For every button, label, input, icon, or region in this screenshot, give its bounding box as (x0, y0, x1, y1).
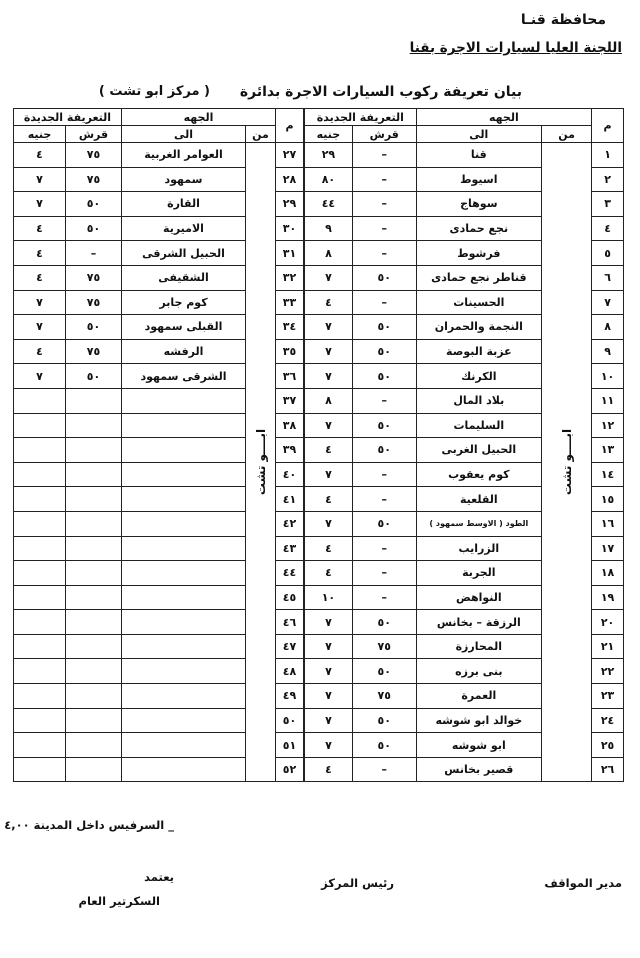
fare-pound: ٧ (305, 634, 353, 659)
document-title: بيان تعريفة ركوب السيارات الاجرة بدائرة (239, 84, 522, 100)
fare-pound (13, 733, 65, 758)
row-number: ١٤ (592, 462, 624, 487)
destination (121, 413, 245, 438)
fare-piaster (65, 684, 121, 709)
row-number: ٥٠ (276, 708, 304, 733)
fare-piaster (65, 388, 121, 413)
from-cell (246, 143, 276, 782)
fare-pound: ٤ (13, 216, 65, 241)
fare-pound: ٨٠ (305, 167, 353, 192)
fare-piaster (65, 634, 121, 659)
fare-pound (13, 413, 65, 438)
fare-piaster: – (65, 241, 121, 266)
fare-pound: ٤ (305, 487, 353, 512)
destination: بنى برزه (416, 659, 541, 684)
fare-piaster: ٥٠ (352, 315, 416, 340)
fare-piaster: – (352, 536, 416, 561)
from-cell (541, 143, 591, 782)
fare-pound: ٤ (13, 143, 65, 168)
row-number: ٢٣ (592, 684, 624, 709)
fare-piaster: – (352, 241, 416, 266)
row-number: ٢٨ (276, 167, 304, 192)
fare-pound: ٧ (305, 413, 353, 438)
col-to: الى (416, 126, 541, 143)
destination (121, 487, 245, 512)
row-number: ٩ (592, 339, 624, 364)
row-number: ٧ (592, 290, 624, 315)
destination: الزرايب (416, 536, 541, 561)
destination: الرزقة – بخانس (416, 610, 541, 635)
destination: بلاد المال (416, 388, 541, 413)
col-pound: جنيه (13, 126, 65, 143)
fare-piaster: – (352, 167, 416, 192)
row-number: ٣٥ (276, 339, 304, 364)
row-number: ٤٠ (276, 462, 304, 487)
fare-pound: ٧ (305, 364, 353, 389)
row-number: ٢ (592, 167, 624, 192)
fare-pound: ٤٤ (305, 192, 353, 217)
destination: عزبة البوصة (416, 339, 541, 364)
destination (121, 536, 245, 561)
destination: الحبيل الغربى (416, 438, 541, 463)
fare-pound: ٧ (13, 167, 65, 192)
destination: الاميرية (121, 216, 245, 241)
row-number: ٢٧ (276, 143, 304, 168)
destination (121, 438, 245, 463)
fare-piaster: – (352, 192, 416, 217)
fare-pound: ٧ (13, 192, 65, 217)
fare-piaster (65, 511, 121, 536)
fare-table-left (13, 108, 304, 782)
fare-pound: ٤ (305, 757, 353, 782)
destination: الرفشه (121, 339, 245, 364)
row-number: ٤٩ (276, 684, 304, 709)
fare-piaster: – (352, 388, 416, 413)
col-from: من (246, 126, 276, 143)
destination: سمهود (121, 167, 245, 192)
col-dest-group: الجهه (121, 109, 275, 126)
fare-pound (13, 634, 65, 659)
fare-piaster: ٥٠ (352, 364, 416, 389)
fare-piaster: – (352, 290, 416, 315)
fare-pound: ٤ (305, 290, 353, 315)
fare-piaster: ٥٠ (352, 659, 416, 684)
fare-pound (13, 462, 65, 487)
row-number: ٣٦ (276, 364, 304, 389)
from-label: ابــــو تشت (559, 429, 574, 496)
fare-piaster (65, 438, 121, 463)
row-number: ١٠ (592, 364, 624, 389)
destination: الحسينات (416, 290, 541, 315)
row-number: ٣١ (276, 241, 304, 266)
signature-center-head: رئيس المركز (321, 876, 394, 890)
governorate-title: محافظة قنـا (520, 12, 606, 28)
row-number: ٤٤ (276, 561, 304, 586)
fare-pound (13, 610, 65, 635)
row-number: ٢١ (592, 634, 624, 659)
fare-piaster: – (352, 216, 416, 241)
fare-piaster: ٥٠ (352, 339, 416, 364)
row-number: ٣ (592, 192, 624, 217)
fare-pound: ٤ (305, 438, 353, 463)
center-name: ( مركز ابو تشت ) (98, 84, 210, 99)
row-number: ١٨ (592, 561, 624, 586)
fare-pound: ٤ (13, 265, 65, 290)
col-pound: جنيه (305, 126, 353, 143)
row-number: ٢٩ (276, 192, 304, 217)
fare-pound: ٧ (305, 462, 353, 487)
fare-piaster: ٥٠ (65, 364, 121, 389)
destination: سوهاج (416, 192, 541, 217)
fare-pound: ٩ (305, 216, 353, 241)
fare-piaster: – (352, 561, 416, 586)
right-table-body (305, 143, 624, 782)
fare-pound: ٧ (305, 659, 353, 684)
fare-pound (13, 708, 65, 733)
fare-piaster: ٥٠ (65, 315, 121, 340)
fare-piaster: ٧٥ (65, 167, 121, 192)
fare-pound: ٧ (305, 315, 353, 340)
fare-piaster (65, 561, 121, 586)
destination: القبلى سمهود (121, 315, 245, 340)
fare-pound (13, 438, 65, 463)
fare-pound: ٧ (305, 265, 353, 290)
destination: الشرقى سمهود (121, 364, 245, 389)
destination: القارة (121, 192, 245, 217)
fare-piaster: ٧٥ (65, 339, 121, 364)
destination: قناطر نجع حمادى (416, 265, 541, 290)
destination (121, 659, 245, 684)
fare-pound (13, 585, 65, 610)
fare-piaster (65, 733, 121, 758)
destination: الحبيل الشرقى (121, 241, 245, 266)
fare-pound: ٧ (305, 610, 353, 635)
row-number: ١٥ (592, 487, 624, 512)
row-number: ٣٧ (276, 388, 304, 413)
destination: كوم جابر (121, 290, 245, 315)
row-number: ٤٧ (276, 634, 304, 659)
destination (121, 708, 245, 733)
left-table-body (13, 143, 303, 782)
fare-piaster: ٥٠ (352, 733, 416, 758)
row-number: ٢٢ (592, 659, 624, 684)
col-to: الى (121, 126, 245, 143)
row-number: ٤٣ (276, 536, 304, 561)
fare-table-right (304, 108, 624, 782)
fare-piaster (65, 536, 121, 561)
fare-pound: ٧ (13, 290, 65, 315)
row-number: ٤١ (276, 487, 304, 512)
row-number: ١٧ (592, 536, 624, 561)
fare-pound (13, 659, 65, 684)
fare-piaster (65, 487, 121, 512)
col-num: م (276, 109, 304, 143)
fare-piaster: – (352, 585, 416, 610)
row-number: ٣٤ (276, 315, 304, 340)
col-fare-group: التعريفة الجديدة (305, 109, 417, 126)
fare-pound: ٧ (305, 684, 353, 709)
destination (121, 585, 245, 610)
col-from: من (541, 126, 591, 143)
fare-pound (13, 487, 65, 512)
fare-pound: ٧ (305, 733, 353, 758)
destination: الجربة (416, 561, 541, 586)
fare-pound: ٤ (13, 339, 65, 364)
committee-title: اللجنة العليا لسيارات الاجرة بقنا (409, 40, 622, 56)
fare-piaster: ٧٥ (65, 265, 121, 290)
row-number: ٢٥ (592, 733, 624, 758)
row-number: ٣٨ (276, 413, 304, 438)
destination: المحارزة (416, 634, 541, 659)
row-number: ٤٦ (276, 610, 304, 635)
destination: العوامر الغربية (121, 143, 245, 168)
fare-piaster: ٥٠ (352, 438, 416, 463)
fare-piaster (65, 757, 121, 782)
fare-piaster (65, 462, 121, 487)
destination: قصير بخانس (416, 757, 541, 782)
fare-pound: ٧ (13, 315, 65, 340)
service-fare-note: _ السرفيس داخل المدينة ٤,٠٠ (4, 818, 174, 832)
destination: النواهض (416, 585, 541, 610)
destination: العمرة (416, 684, 541, 709)
fare-piaster: – (352, 487, 416, 512)
destination: الشقيفى (121, 265, 245, 290)
fare-piaster: ٥٠ (65, 216, 121, 241)
fare-pound: ٤ (305, 536, 353, 561)
destination: نجع حمادى (416, 216, 541, 241)
fare-piaster: ٥٠ (352, 511, 416, 536)
fare-piaster: ٥٠ (65, 192, 121, 217)
from-label: ابــــو تشت (253, 429, 268, 496)
destination (121, 462, 245, 487)
destination: اسيوط (416, 167, 541, 192)
col-piaster: قرش (65, 126, 121, 143)
destination: الطود ( الاوسط سمهود ) (416, 511, 541, 536)
table-row (305, 143, 624, 168)
fare-piaster: – (352, 757, 416, 782)
signature-parking-manager: مدير المواقف (544, 876, 622, 890)
destination (121, 561, 245, 586)
row-number: ٢٤ (592, 708, 624, 733)
row-number: ٢٠ (592, 610, 624, 635)
table-row (13, 143, 303, 168)
fare-pound: ١٠ (305, 585, 353, 610)
fare-piaster: ٥٠ (352, 708, 416, 733)
fare-piaster: ٥٠ (352, 413, 416, 438)
destination (121, 634, 245, 659)
row-number: ٥٢ (276, 757, 304, 782)
col-num: م (592, 109, 624, 143)
fare-piaster: ٧٥ (352, 634, 416, 659)
row-number: ٣٠ (276, 216, 304, 241)
destination: ابو شوشه (416, 733, 541, 758)
fare-pound: ٤ (13, 241, 65, 266)
fare-pound (13, 536, 65, 561)
fare-pound: ٢٩ (305, 143, 353, 168)
fare-piaster: ٥٠ (352, 265, 416, 290)
destination: القلعية (416, 487, 541, 512)
destination (121, 610, 245, 635)
signature-secretary: السكرتير العام (78, 894, 160, 908)
fare-piaster (65, 708, 121, 733)
fare-piaster: – (352, 462, 416, 487)
fare-piaster (65, 585, 121, 610)
row-number: ٥ (592, 241, 624, 266)
row-number: ٨ (592, 315, 624, 340)
fare-pound: ٧ (305, 511, 353, 536)
row-number: ٥١ (276, 733, 304, 758)
col-fare-group: التعريفة الجديدة (13, 109, 121, 126)
fare-pound: ٧ (305, 708, 353, 733)
fare-pound: ٤ (305, 561, 353, 586)
row-number: ٦ (592, 265, 624, 290)
fare-piaster (65, 413, 121, 438)
fare-piaster: ٥٠ (352, 610, 416, 635)
col-piaster: قرش (352, 126, 416, 143)
row-number: ١٣ (592, 438, 624, 463)
fare-pound: ٧ (13, 364, 65, 389)
fare-pound (13, 561, 65, 586)
destination (121, 757, 245, 782)
destination: فرشوط (416, 241, 541, 266)
row-number: ٣٢ (276, 265, 304, 290)
fare-pound (13, 388, 65, 413)
row-number: ٣٣ (276, 290, 304, 315)
destination (121, 511, 245, 536)
row-number: ١١ (592, 388, 624, 413)
row-number: ٤٢ (276, 511, 304, 536)
fare-pound (13, 511, 65, 536)
fare-pound: ٨ (305, 388, 353, 413)
fare-piaster: ٧٥ (65, 290, 121, 315)
destination: الكرنك (416, 364, 541, 389)
row-number: ٢٦ (592, 757, 624, 782)
fare-piaster: – (352, 143, 416, 168)
fare-piaster (65, 610, 121, 635)
destination: السليمات (416, 413, 541, 438)
fare-pound: ٨ (305, 241, 353, 266)
signature-approve: يعتمد (144, 870, 174, 884)
destination: كوم يعقوب (416, 462, 541, 487)
fare-piaster: ٧٥ (65, 143, 121, 168)
row-number: ٣٩ (276, 438, 304, 463)
destination (121, 388, 245, 413)
fare-pound: ٧ (305, 339, 353, 364)
col-dest-group: الجهه (416, 109, 591, 126)
destination (121, 684, 245, 709)
fare-pound (13, 757, 65, 782)
destination (121, 733, 245, 758)
row-number: ١٩ (592, 585, 624, 610)
fare-piaster (65, 659, 121, 684)
destination: قنا (416, 143, 541, 168)
row-number: ١ (592, 143, 624, 168)
destination: خوالد ابو شوشه (416, 708, 541, 733)
row-number: ٤٨ (276, 659, 304, 684)
fare-pound (13, 684, 65, 709)
row-number: ١٢ (592, 413, 624, 438)
row-number: ٤٥ (276, 585, 304, 610)
row-number: ٤ (592, 216, 624, 241)
row-number: ١٦ (592, 511, 624, 536)
fare-piaster: ٧٥ (352, 684, 416, 709)
destination: النجمة والحمران (416, 315, 541, 340)
